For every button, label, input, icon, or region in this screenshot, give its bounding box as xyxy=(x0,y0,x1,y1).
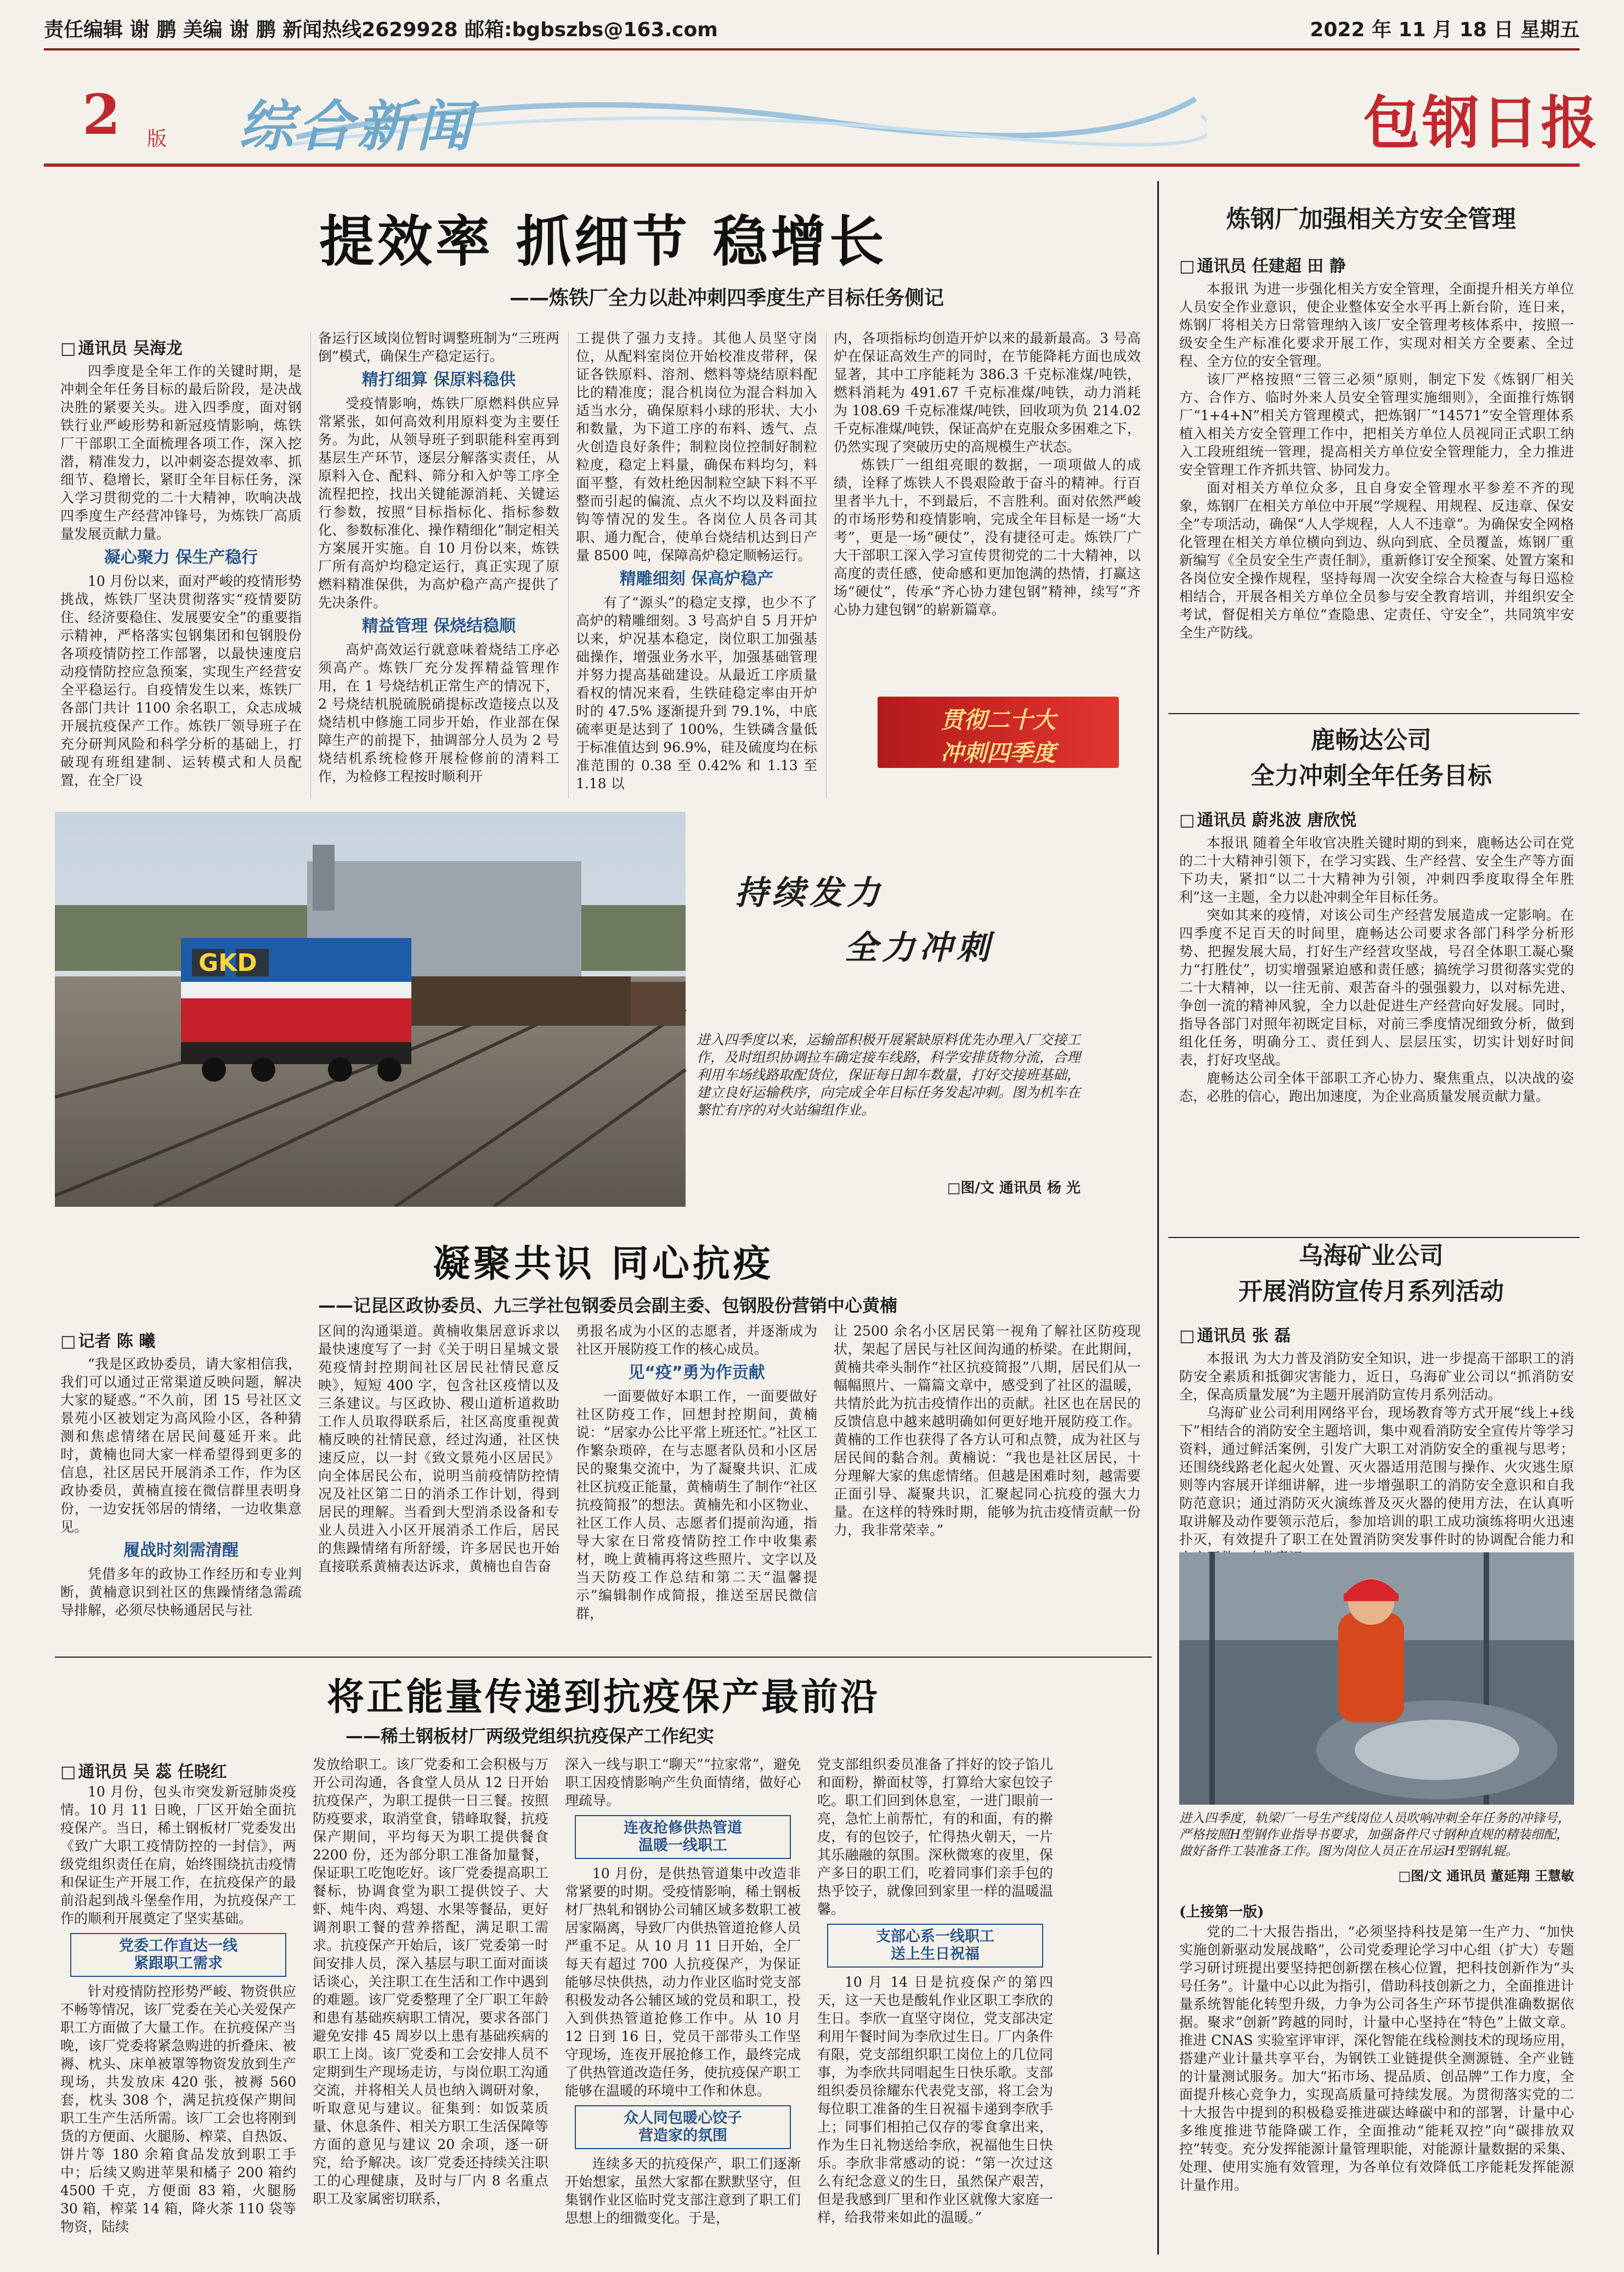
paragraph: 10 月 14 日是抗疫保产的第四天，这一天也是酸轧作业区职工李欣的生日。李欣一直坚守岗位，党支部决定利用午餐时间为李欣过生日。厂内条件有限，党支部组织职工岗位上的几位同事，为李欣共同唱起生日快乐歌。支部组织委员徐耀东代表党支部，将工会为每位职工准备的生日祝福卡递到李欣手上；同事们相拍己仅存的零食拿出来，作为生日礼物送给李欣，祝福他生日快乐。李欣非常感动的说：“第一次过这么有纪念意义的生日，虽然保产艰苦，但是我感到厂里和作业区就像大家庭一样，给我带来如此的温暖。” xyxy=(817,1974,1053,2225)
continued-label: (上接第一版) xyxy=(1179,1904,1264,1920)
paragraph: 四季度是全年工作的关键时期，是冲刺全年任务目标的最后阶段，是决战决胜的紧要关头。进入四季度，面对钢铁行业严峻形势和新冠疫情影响，炼铁厂干部职工全面梳理各项工作，深入挖潜，精准发力，以冲刺姿态提效率、抓细节、稳增长，紧盯全年目标任务，深入学习贯彻党的二十大精神，吹响决战四季度生产经营冲锋号，为炼铁厂高质量发展贡献力量。 xyxy=(60,363,302,542)
slogan-banner xyxy=(878,697,1119,768)
paragraph: 10 月份，是供热管道集中改造非常紧要的时期。受疫情影响，稀土钢板材厂热轧和钢协公司辅区域多数职工被居家隔离，导致厂内供热管道抢修人员严重不足。从 10 月 11 日开始，全厂每天有超过 700 人抗疫保产，为保证能够尽快供热，动力作业区临时党支部积极发动各公辅区域的党员和职工，投入到供热管道抢修工作中。从 10 月 12 日到 16 日，党员干部带头工作坚守现场，连夜开展抢修工作，最终完成了供热管道改造任务，使抗疫保产职工能够在温暖的环境中工作和休息。 xyxy=(565,1866,801,2099)
story3-column-4 xyxy=(817,1755,1053,2254)
right-story1-title: 炼钢厂加强相关方安全管理 xyxy=(1226,205,1516,233)
edition-number: 2 xyxy=(82,82,121,147)
railway-photo-credit: □图/文 通讯员 杨 光 xyxy=(947,1180,1080,1196)
right-divider xyxy=(1168,1237,1580,1238)
box-line: 党委工作直达一线 xyxy=(119,1937,237,1954)
subheading-box xyxy=(70,1933,286,1977)
story2-column-3 xyxy=(576,1322,817,1651)
box-line: 众人同包暖心饺子 xyxy=(624,2110,742,2127)
subheading-box xyxy=(575,2105,791,2149)
paragraph: 备运行区域岗位暂时调整班制为“三班两倒”模式，确保生产稳定运行。 xyxy=(318,330,559,364)
worker-photo-credit: □图/文 通讯员 董延翔 王慧敏 xyxy=(1398,1868,1574,1884)
main-story-column-1 xyxy=(60,362,302,801)
box-line: 支部心系一线职工 xyxy=(876,1928,994,1945)
right-story1-body xyxy=(1179,280,1574,708)
paragraph: 工提供了强力支持。其他人员坚守岗位，从配料室岗位开始校准皮带秤，保证各铁原料、溶剂、燃料等烧结原料配比的精准度；混合机岗位为混合料加入适当水分，确保原料小球的形状、大小和数量，为下道工序的布料、透气、点火创造良好条件；制粒岗位控制好制粒粒度，稳定上料量，确保布料均匀，料面平整，有效杜绝因制粒空缺下料不平整而引起的偏流、点火不均以及料面拉钩等情况的发生。各岗位人员各司其职、通力配合，使单台烧结机达到日产量 8500 吨，保障高炉稳定顺畅运行。 xyxy=(576,330,817,563)
paragraph: 突如其来的疫情，对该公司生产经营发展造成一定影响。在四季度不足百天的时间里，鹿畅达公司要求各部门科学分析形势、把握发展大局，打好生产经营攻坚战，号召全体职工凝心聚力“打胜仗”，切实增强紧迫感和责任感；搞统学习贯彻落实党的二十大精神，以一往无前、艰苦奋斗的强强毅力，以对标先进、争创一流的精神风貌，全力以赴促进生产经营向好发展。同时，指导各部门对照年初既定目标，对前三季度情况细致分析，做到组化任务，明确分工、责任到人、层层压实，切实计划好时间表，打好攻坚战。 xyxy=(1179,907,1574,1068)
railway-photo xyxy=(55,812,1146,1207)
box-line: 营造家的氛围 xyxy=(638,2127,727,2144)
paragraph: 发放给职工。该厂党委和工会积极与万开公司沟通，各食堂人员从 12 日开始抗疫保产，为职工提供一日三餐。按照防疫要求，取消堂食，错峰取餐，抗疫保产期间，平均每天为职工提供餐食 2200 份，还为部分职工准备加量餐，保证职工吃饱吃好。该厂党委提高职工餐标，协调食堂为职工提供饺子、大虾、炖牛肉、鸡翅、水果等餐品，更好调剂职工餐的营养搭配，满足职工需求。抗疫保产开始后，该厂党委第一时间安排人员，深入基层与职工面对面谈话谈心，关注职工在生活和工作中遇到的难题。该厂党委整理了全厂职工年龄和患有基础疾病职工情况，要求各部门避免安排 45 周岁以上患有基础疾病的职工上岗。该厂党委和工会安排人员不定期到生产现场走访，与岗位职工沟通交流，并将相关人员也纳入调研对象，听取意见与建议。征集到：如饭菜质量、休息条件、相关方职工生活保障等方面的意见与建议 20 余项，逐一研究，给予解决。该厂党委还持续关注职工的心理健康，及时与厂内 8 名重点职工及家属密切联系， xyxy=(313,1756,548,2207)
subheading-box xyxy=(827,1924,1043,1968)
right-divider xyxy=(1168,713,1580,714)
right-story2-byline: □ 通讯员 蔚兆波 唐欣悦 xyxy=(1179,806,1356,830)
main-story-byline: □ 通讯员 吴海龙 xyxy=(60,335,183,359)
paragraph: 受疫情影响，炼铁厂原燃料供应异常紧张，如何高效利用原料变为主要任务。为此，从领导班子到职能科室再到基层生产环节，逐层分解落实责任，从原料入仓、配料、筛分和入炉等工序全流程把控，找出关键能源消耗、关键运行参数，按照“目标指标化、指标参数化、参数标准化、操作精细化”制定相关方案展开实施。自 10 月份以来，炼铁厂所有高炉均稳定运行，真正实现了原燃料精准保供，为高炉稳产高产提供了先决条件。 xyxy=(318,395,559,611)
right-story3-byline: □ 通讯员 张 磊 xyxy=(1179,1322,1291,1346)
photo-slogan-2: 全力冲刺 xyxy=(845,929,994,967)
main-story-subtitle: ——炼铁厂全力以赴冲刺四季度生产目标任务侧记 xyxy=(509,287,944,309)
edition-unit: 版 xyxy=(147,128,167,150)
paragraph: 本报讯 为大力普及消防安全知识，进一步提高干部职工的消防安全素质和抵御灾害能力，近日，乌海矿业公司以“抓消防安全，保高质量发展”为主题开展消防宣传月系列活动。 xyxy=(1179,1350,1574,1403)
story2-column-1 xyxy=(60,1355,302,1651)
paragraph: 连续多天的抗疫保产，职工们逐渐开始想家，虽然大家都在默默坚守，但集钢作业区临时党支部注意到了职工们思想上的细微变化。于是， xyxy=(565,2156,801,2226)
story3-subtitle: ——稀土钢板材厂两级党组织抗疫保产工作纪实 xyxy=(346,1726,715,1747)
right-story2-title-1: 鹿畅达公司 xyxy=(1311,726,1431,754)
subheading: 精益管理 保烧结稳顺 xyxy=(361,617,516,636)
newspaper-logo: 包钢日报 xyxy=(1363,89,1600,156)
box-line: 紧跟职工需求 xyxy=(134,1955,223,1972)
paragraph: 面对相关方单位众多，且自身安全管理水平参差不齐的现象，炼钢厂在相关方单位中开展“学规程、用规程、反违章、保安全”专项活动，确保“人人学规程，人人不违章”。为确保安全网格化管理在相关方单位横向到边、纵向到底、全员覆盖，炼钢厂重新编写《全员安全生产责任制》，重新修订安全预案、处置方案和各岗位安全操作规程，坚持每周一次安全综合大检查与每日巡检相结合，开展各相关方单位全员参与安全教育培训，并组织安全考试，督促相关方单位“查隐患、定责任、守安全”，共同筑牢安全生产防线。 xyxy=(1179,480,1574,641)
paragraph: 10 月份以来，面对严峻的疫情形势挑战，炼铁厂坚决贯彻落实“疫情要防住、经济要稳住、发展要安全”的重要指示精神，严格落实包钢集团和包钢股份各项疫情防控工作部署，以最快速度启动疫情防控应急预案，实现生产经营安全平稳运行。自疫情发生以来，炼铁厂各部门共计 1100 余名职工，众志成城开展抗疫保产工作。炼铁厂领导班子在充分研判风险和科学分析的基础上，打破现有班组建制、运转模式和人员配置，在全厂设 xyxy=(60,573,302,788)
subheading: 履战时刻需清醒 xyxy=(123,1541,239,1560)
header-divider xyxy=(44,48,1580,50)
paragraph: 勇报名成为小区的志愿者，并逐渐成为社区开展防疫工作的核心成员。 xyxy=(576,1323,817,1357)
paragraph: 让 2500 余名小区居民第一视角了解社区防疫现状，架起了居民与社区间沟通的桥梁。在此期间，黄楠共牵头制作“社区抗疫简报”八期，居民们从一幅幅照片、一篇篇文章中，感受到了社区的温暖，共情於此为抗击疫情作出的贡献。社区也在居民的反馈信息中越来越明确如何更好地开展防疫工作。黄楠的工作也获得了各方认可和点赞，成为社区与居民间的黏合剂。黄楠说：“我也是社区居民，十分理解大家的焦虑情绪。但越是困难时刻，越需要正面引导、凝聚共识，汇聚起同心抗疫的强大力量。在这样的特殊时期，能够为抗击疫情贡献一份力，我非常荣幸。” xyxy=(834,1323,1141,1538)
paragraph: 该厂严格按照“三管三必须”原则，制定下发《炼钢厂相关方、合作方、临时外来人员安全管理实施细则》，全面推行炼钢厂“1+4+N”相关方管理模式，把炼钢厂“14571”安全管理体系植入相关方安全管理工作中，把相关方单位人员视同正式职工纳入工段班组统一管理，提高相关方单位安全管理能力，全力推进安全管理工作齐抓共管、协同发力。 xyxy=(1179,371,1574,478)
paragraph: 凭借多年的政协工作经历和专业判断，黄楠意识到社区的焦躁情绪急需疏导排解，必须尽快畅通居民与社 xyxy=(60,1566,302,1618)
paragraph: 10 月份，包头市突发新冠肺炎疫情。10 月 11 日晚，厂区开始全面抗疫保产。当日，稀土钢板材厂党委发出《致广大职工疫情防控的一封信》，两级党组织责任在肩，始终围绕抗击疫情和保证生产开展工作，在抗疫保产的最前沿起到战斗堡垒作用，为抗疫保产工作的顺利开展奠定了坚实基础。 xyxy=(60,1784,296,1926)
continued-body xyxy=(1179,1923,1574,2252)
paragraph: 党的二十大报告指出，“必须坚持科技是第一生产力、“加快实施创新驱动发展战略”，公司党委理论学习中心组（扩大）专题学习研讨班提出要坚持把创新摆在核心位置，把科技创新作为“头号任务”。计量中心以此为指引，借助科技创新之力，全面推进计量系统智能化转型升级，力争为公司各生产环节提供准确数据依据。聚求“创新”跨越的同时，计量中心坚持在“特色”上做文章。推进 CNAS 实验室评审评，深化智能在线检测技术的现场应用，搭建产业计量共享平台，为钢铁工业链提供全测源链、全产业链的计量测试服务。加大“拓市场、提品质、创品牌”工作力度，全面提升核心竞争力，实现高质量可持续发展。为贯彻落实党的二十大报告中提到的积极稳妥推进碳达峰碳中和的部署，计量中心多维度推进节能降碳工作，全面推动“能耗双控”向“碳排放双控”转变。充分发挥能源计量管理职能，对能源计量数据的采集、处理、使用实施有效管理，为各单位有效降低工序能耗发挥能源计量作用。 xyxy=(1179,1924,1574,2193)
right-story3-title-2: 开展消防宣传月系列活动 xyxy=(1238,1278,1504,1305)
story3-column-3 xyxy=(565,1755,801,2254)
column-rule xyxy=(310,332,311,798)
photo-slogan-1: 持续发力 xyxy=(735,874,884,912)
header-editor-info: 责任编辑 谢 鹏 美编 谢 鹏 新闻热线2629928 邮箱:bgbszbs@163.com xyxy=(44,18,718,41)
story3-title: 将正能量传递到抗疫保产最前沿 xyxy=(326,1676,880,1719)
masthead-divider xyxy=(44,163,1580,167)
subheading-box xyxy=(575,1815,791,1859)
banner-line-1: 贯彻二十大 xyxy=(940,707,1056,733)
section-divider xyxy=(55,1657,1152,1658)
story2-column-2 xyxy=(318,1322,559,1651)
paragraph: 有了“源头”的稳定支撑，也少不了高炉的精雕细刻。3 号高炉自 5 月开炉以来，炉况基本稳定，岗位职工加强基础操作，增强业务水平，加强基础管理并努力提高基础建设。从最近工序质量看权的情况来看，生铁硅稳定率由开炉时的 47.5% 逐渐提升到 79.1%，中底硫率更是达到了 100%，生铁磷含量低于标准值达到 96.9%，硅及硫度均在标准范围的 0.38 至 0.42% 和 1.13 至 1.18 以 xyxy=(576,595,817,792)
main-story-column-3 xyxy=(576,329,817,801)
box-line: 连夜抢修供热管道 xyxy=(624,1819,742,1836)
worker-photo xyxy=(1179,1552,1574,1805)
paragraph: 区间的沟通渠道。黄楠收集居意诉求以最快速度写了一封《关于明日星城文景苑疫情封控期间社区居民社情民意反映》，短短 400 字，包含社区疫情以及三条建议。与区政协、稷山道析道救助工作人员取得联系后，社区高度重视黄楠反映的社情民意，经过沟通，社区快速反应，以一封《致文景苑小区居民》向全体居民公布，说明当前疫情防控情况及社区第二日的消杀工作计划，得到居民的理解。当看到大型消杀设备和专业人员进入小区开展消杀工作后，居民的焦躁情绪有所舒缓，许多居民也开始直接联系黄楠表达诉求，黄楠也自告奋 xyxy=(318,1323,559,1574)
column-rule xyxy=(568,332,569,798)
box-line: 送上生日祝福 xyxy=(891,1946,980,1963)
railway-photo-caption: 进入四季度以来，运输部积极开展紧缺原料优先办理入厂交接工作，及时组织协调拉车确定接车线路，科学安排货物分流，合理利用车场线路取配货位，保证每日卸车数量，打好交接班基础，建立良好运输秩序，向完成全年目标任务发起冲刺。图为机车在繁忙有序的对火站编组作业。 xyxy=(697,1032,1081,1118)
paragraph: 本报讯 随着全年收官决胜关键时期的到来，鹿畅达公司在党的二十大精神引领下，在学习实践、生产经营、安全生产等方面下功夫，紧扣“以二十大精神为引领，冲刺四季度取得全年胜利”这一主题，全力以赴冲刺全年目标任务。 xyxy=(1179,835,1574,905)
paragraph: 一面要做好本职工作，一面要做好社区防疫工作，回想封控期间，黄楠说：“居家办公比平常上班还忙。”社区工作繁杂琐碎，在与志愿者队员和小区居民的聚集交流中，为了凝聚共识、汇成社区抗疫正能量，黄楠萌生了制作“社区抗疫简报”的想法。黄楠先和小区物业、社区工作人员、志愿者们提前沟通，指导大家在日常疫情防控工作中收集素材，晚上黄楠再将这些照片、文字以及当天防疫工作总结和第二天“温馨提示”编辑制作成简报，推送至居民微信群， xyxy=(576,1388,817,1621)
story2-subtitle: ——记昆区政协委员、九三学社包钢委员会副主委、包钢股份营销中心黄楠 xyxy=(318,1295,898,1316)
section-title: 综合新闻 xyxy=(239,94,476,159)
subheading: 凝心聚力 保生产稳行 xyxy=(104,548,258,567)
locomotive-label: GKD xyxy=(199,949,257,977)
main-story-title: 提效率 抓细节 稳增长 xyxy=(319,210,887,274)
story2-title: 凝聚共识 同心抗疫 xyxy=(433,1242,774,1286)
paragraph: 党支部组织委员准备了拌好的饺子馅儿和面粉，擀面杖等，打算给大家包饺子吃。职工们回到休息室，一进门眼前一亮，急忙上前帮忙，有的和面，有的擀皮，有的包饺子，忙得热火朝天，一片其乐融融的氛围。深秋微寒的夜里，保产多日的职工们，吃着同事们亲手包的热乎饺子，就像回到家里一样的温暖温馨。 xyxy=(817,1756,1053,1917)
subheading: 见“疫”勇为作贡献 xyxy=(628,1363,765,1382)
banner-line-2: 冲刺四季度 xyxy=(940,739,1056,766)
story3-column-1 xyxy=(60,1783,296,2254)
story2-byline: □ 记者 陈 曦 xyxy=(60,1327,155,1352)
paragraph: 高炉高效运行就意味着烧结工序必须高产。炼铁厂充分发挥精益管理作用，在 1 号烧结机正常生产的情况下，2 号烧结机脱硫脱硝提标改造接点以及烧结机中修施工同步开始，作业部在保障生产的前提下，抽调部分人员为 2 号烧结机系统检修开展检修前的清料工作，为检修工程按时顺利开 xyxy=(318,642,559,784)
paragraph: 乌海矿业公司利用网络平台，现场教育等方式开展“线上+线下”相结合的消防安全主题培训，集中观看消防安全宣传片等学习资料，通过鲜活案例，引发广大职工对消防安全的重视与思考；还围绕线路老化起火处置、灭火器适用范围与操作、火灾逃生原则等内容展开详细讲解，进一步增强职工的消防安全意识和自我防范意识；通过消防灭火演练普及灭火器的使用方法，在认真听取讲解及动作要领示范后，参加培训的职工成功演练将明火迅速扑灭，有效提升了职工在处置消防突发事件时的协调配合能力和 xyxy=(1179,1405,1574,1547)
paragraph: 深入一线与职工“聊天”“拉家常”，避免职工因疫情影响产生负面情绪，做好心理疏导。 xyxy=(565,1756,801,1808)
right-story2-title-2: 全力冲刺全年任务目标 xyxy=(1250,762,1492,790)
paragraph: 炼铁厂一组组亮眼的数据，一项项做人的成绩，诠释了炼铁人不畏艰险敢于奋斗的精神。行百里者半九十，不到最后，不言胜利。面对依然严峻的市场形势和疫情影响，完成全年目标是一场“大考”，更是一场“硬仗”，没有捷径可走。炼铁厂广大干部职工深入学习宣传贯彻党的二十大精神，以高度的责任感，使命感和更加饱满的热情，打赢这场“硬仗”，传承“齐心协力建包钢”精神，续写“齐心协力建包钢”的崭新篇章。 xyxy=(834,457,1141,618)
story3-column-2 xyxy=(313,1755,548,2254)
paragraph: 针对疫情防控形势严峻、物资供应不畅等情况，该厂党委在关心关爱保产职工方面做了大量工作。在抗疫保产当晚，该厂党委将紧急购进的折叠床、被褥、枕头、床单被罩等物资发放到生产现场，共发放床 420 张，被褥 560 套，枕头 308 个，满足抗疫保产期间职工生产生活所需。该厂工会也将刚到货的方便面、火腿肠、榨菜、自热饭、饼片等 180 余箱食品发放到职工手中；后续又购进苹果和橘子 200 箱约 4500 千克，方便面 83 箱，火腿肠 30 箱，榨菜 14 箱，降火茶 110 袋等物资，陆续 xyxy=(60,1983,296,2235)
story3-byline: □ 通讯员 吴 蕊 任晓红 xyxy=(60,1758,227,1782)
subheading: 精打细算 保原料稳供 xyxy=(361,370,516,389)
main-story-column-2 xyxy=(318,329,559,801)
subheading: 精雕细刻 保高炉稳产 xyxy=(619,569,774,589)
column-rule xyxy=(826,332,827,798)
paragraph: “我是区政协委员，请大家相信我，我们可以通过正常渠道反映问题，解决大家的疑惑。”不久前，团 15 号社区文景苑小区被划定为高风险小区，各种猜测和焦虑情绪在居民间蔓延开来。此时，黄楠也同大家一样希望得到更多的信息，社区居民开展消杀工作，作为区政协委员，黄楠直接在微信群里表明身份，一边安抚邻居的情绪，一边收集意见。 xyxy=(60,1356,302,1535)
paragraph: 鹿畅达公司全体干部职工齐心协力、聚焦重点，以决战的姿态，必胜的信心，跑出加速度，为企业高质量发展贡献力量。 xyxy=(1179,1070,1574,1104)
paragraph: 内，各项指标均创造开炉以来的最新最高。3 号高炉在保证高效生产的同时，在节能降耗方面也成效显著，其中工序能耗为 386.3 千克标准煤/吨铁，燃料消耗为 491.67 千克标准煤/吨铁，动力消耗为 108.69 千克标准煤/吨铁，回收项为负 214.02 千克标准煤/吨铁，保证高炉在克服众多困难之下，仍然实现了突破历史的高规模生产状态。 xyxy=(834,330,1141,455)
worker-photo-caption: 进入四季度，轨梁厂一号生产线岗位人员吹响冲刺全年任务的冲锋号，严格按照H型钢作业指导书要求，加强备件尺寸钢种直规的精装细配，做好备件工装准备工作。图为岗位人员正在吊运H型钢轧辊。 xyxy=(1179,1811,1570,1858)
locomotive xyxy=(181,938,411,1082)
right-story3-title-1: 乌海矿业公司 xyxy=(1299,1242,1444,1270)
right-column-rule xyxy=(1157,181,1159,2254)
box-line: 温暖一线职工 xyxy=(638,1837,727,1854)
story2-column-4 xyxy=(834,1322,1141,1651)
page-header xyxy=(44,10,1580,46)
header-date: 2022 年 11 月 18 日 星期五 xyxy=(1310,18,1580,41)
right-story1-byline: □ 通讯员 任建超 田 静 xyxy=(1179,252,1346,276)
paragraph: 本报讯 为进一步强化相关方安全管理，全面提升相关方单位人员安全作业意识，使企业整体安全水平再上新台阶，连日来，炼钢厂将相关方日常管理纳入该厂安全管理考核体系中，按照一级安全生产标准化要求开展工作，实现对相关方全要素、全过程、全方位的安全管理。 xyxy=(1179,281,1574,369)
right-story2-body xyxy=(1179,834,1574,1229)
main-story-column-4 xyxy=(834,329,1141,691)
